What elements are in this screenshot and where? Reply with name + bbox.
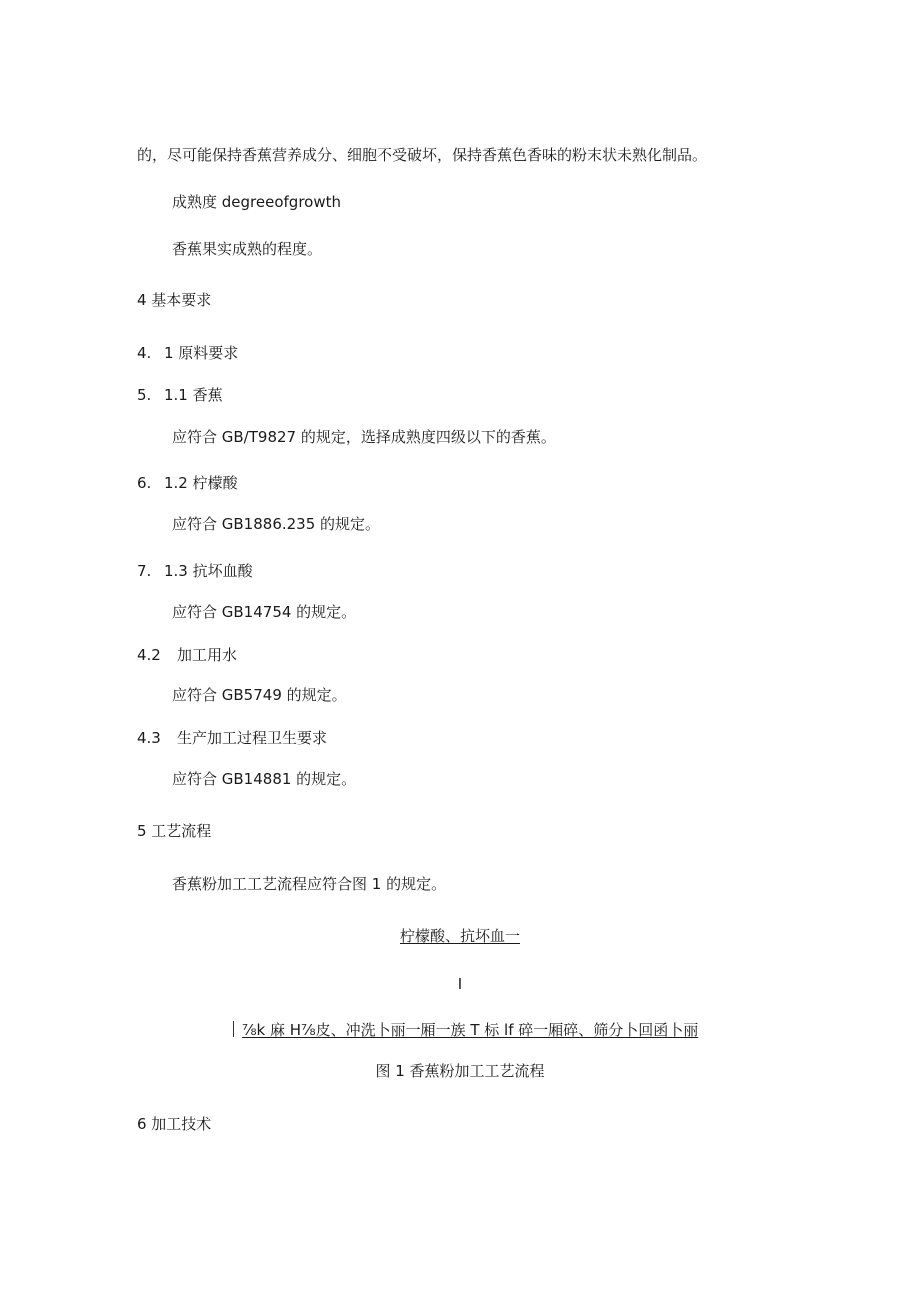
flow-diagram-additive-label: 柠檬酸、抗坏血一 (399, 927, 520, 945)
paragraph-citric-acid-requirement: 应符合 GB1886.235 的规定。 (172, 515, 381, 533)
paragraph-definition-continued: 的，尽可能保持香蕉营养成分、细胞不受破坏，保持香蕉色香味的粉末状未熟化制品。 (137, 146, 708, 164)
section-4-3-heading (137, 729, 327, 747)
section-4-1-1-heading (137, 386, 223, 404)
section-title: 1.2 柠檬酸 (164, 474, 238, 492)
section-4-2-heading (137, 646, 237, 664)
section-4-1-3-heading (137, 562, 253, 580)
paragraph-ascorbic-acid-requirement: 应符合 GB14754 的规定。 (172, 603, 357, 621)
figure-caption: 图 1 香蕉粉加工工艺流程 (375, 1062, 545, 1080)
section-number: 5. (137, 386, 152, 404)
section-5-heading: 5 工艺流程 (137, 822, 212, 840)
flow-start-bar (233, 1021, 234, 1037)
section-4-heading: 4 基本要求 (137, 291, 212, 309)
section-6-heading: 6 加工技术 (137, 1115, 212, 1133)
section-4-1-2-heading (137, 474, 238, 492)
section-title: 1 原料要求 (164, 344, 239, 362)
section-title: 1.1 香蕉 (164, 386, 223, 404)
paragraph-banana-requirement: 应符合 GB/T9827 的规定，选择成熟度四级以下的香蕉。 (172, 428, 556, 446)
section-number: 4. (137, 344, 152, 362)
paragraph-hygiene-requirement: 应符合 GB14881 的规定。 (172, 770, 357, 788)
flow-diagram-connector: I (457, 975, 463, 993)
section-number: 4.3 (137, 729, 161, 747)
flow-diagram-steps: ⅞k 麻 H⅞皮、冲洗卜丽一厢一族 T 标 lf 碎一厢碎、筛分卜回函卜丽 (242, 1021, 699, 1039)
section-number: 7. (137, 562, 152, 580)
section-number: 4.2 (137, 646, 161, 664)
section-4-1-heading (137, 344, 238, 362)
section-title: 1.3 抗坏血酸 (164, 562, 253, 580)
section-title: 生产加工过程卫生要求 (177, 729, 328, 747)
flow-diagram-process-line (233, 1021, 698, 1039)
paragraph-water-requirement: 应符合 GB5749 的规定。 (172, 686, 347, 704)
section-number: 6. (137, 474, 152, 492)
term-definition: 香蕉果实成熟的程度。 (172, 240, 323, 258)
term-heading: 成熟度 degreeofgrowth (172, 193, 341, 211)
section-title: 加工用水 (177, 646, 238, 664)
paragraph-process-flow: 香蕉粉加工工艺流程应符合图 1 的规定。 (172, 875, 447, 893)
